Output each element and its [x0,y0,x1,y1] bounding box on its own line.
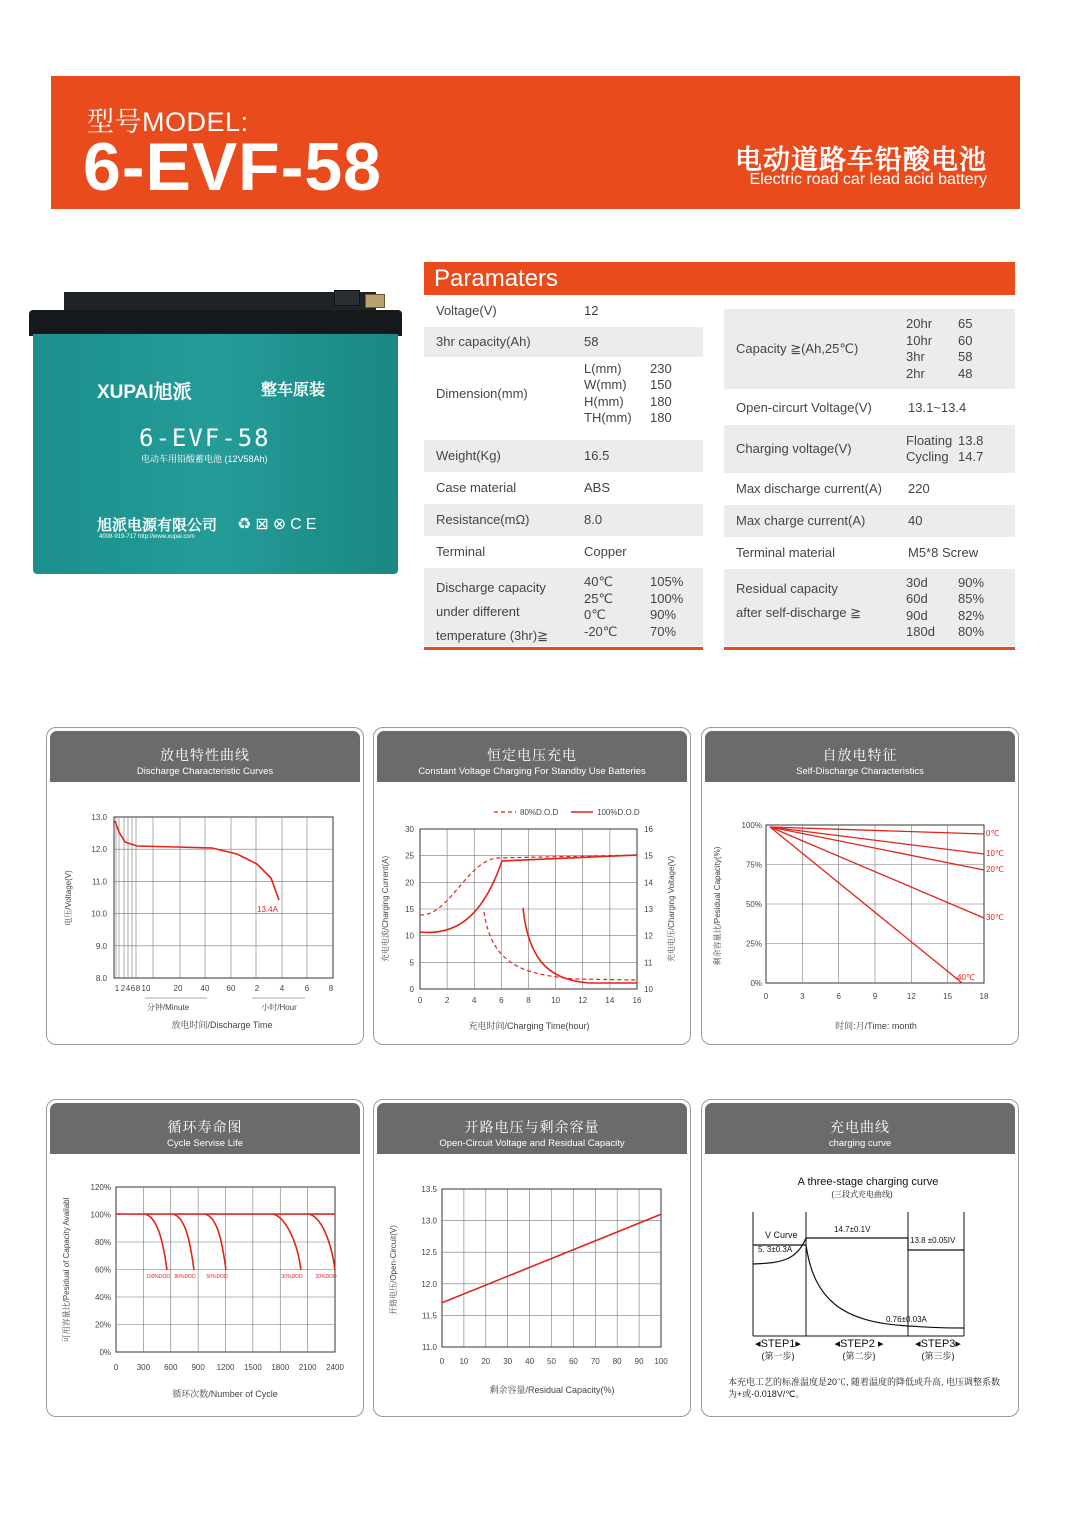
param-label: after self-discharge ≧ [736,605,862,620]
x-group-label: 小时/Hour [261,1003,297,1012]
x-tick-label: 4 [472,996,477,1005]
certification-icons [237,514,320,534]
param-value: Copper [584,544,627,559]
param-sub-key: 3hr [906,349,925,364]
panel-title-en: Discharge Characteristic Curves [136,766,274,777]
x-tick-label: 50 [547,1357,556,1366]
y-tick-label: 60% [94,1265,111,1275]
panel-ocv [373,1099,691,1417]
legend-label: 100%D.O.D [597,808,640,817]
charge-note-text: 本充电工艺的标准温度是20℃, 随着温度的降低或升高, 电压调整系数为+或-0.018V/℃。 [728,1377,1001,1399]
series-label: 20%DOD [315,1274,337,1280]
battery-terminal-positive [365,294,385,308]
battery-subtitle: 电动车用铅酸蓄电池 (12V58Ah) [141,454,268,464]
left-param-row [424,536,703,568]
param-sub-key: 90d [906,607,928,623]
param-value: M5*8 Screw [908,545,979,560]
param-sub-value: 80% [958,624,985,639]
x-tick-label: 2 [254,984,260,993]
model-label: 型号MODEL: [87,107,249,137]
x-axis-label: 充电时间/Charging Time(hour) [468,1021,590,1031]
battery-terminal-negative [334,290,360,306]
x-tick-label: 8 [135,984,141,993]
param-sub-value: 100% [650,590,684,606]
param-sub-key: -20℃ [584,623,618,639]
x-tick-label: 1 [114,984,120,993]
right-param-row [724,309,1015,389]
cv-charge-chart [374,728,692,1046]
x-tick-label: 6 [836,992,841,1001]
param-value: 16.5 [584,448,610,463]
current-curve-80 [484,912,637,980]
panel-title-cn: 循环寿命图 [167,1119,243,1135]
y2-tick-label: 10 [644,985,653,994]
x-tick-label: 30 [503,1357,513,1366]
y-tick-label: 12.0 [421,1279,437,1289]
left-param-row [424,297,703,325]
panel-title-cn: 开路电压与剩余容量 [464,1119,600,1135]
y-axis-label: 充电电流/Charging Current(A) [381,855,390,963]
x-tick-label: 6 [499,996,504,1005]
left-param-row [424,504,703,536]
y-tick-label: 13.0 [421,1216,437,1226]
param-label: Discharge capacity [436,580,546,595]
x-tick-label: 4 [125,984,131,993]
y-tick-label: 8.0 [95,974,107,983]
x-tick-label: 8 [328,984,334,993]
x-tick-label: 2 [444,996,450,1005]
series-label: 30℃ [986,913,1004,922]
x-tick-label: 12 [906,992,916,1001]
y-tick-label: 75% [745,860,762,870]
param-sub-value: 230 [650,360,672,376]
y-tick-label: 15 [405,905,414,914]
bin-icon: ⊠ [255,516,273,533]
series-label: 20℃ [986,865,1004,874]
x-axis-label: 放电时间/Discharge Time [171,1020,273,1030]
param-label: Max charge current(A) [736,513,866,528]
title-en: Electric road car lead acid battery [749,171,987,188]
panel-title-en: Self-Discharge Characteristics [796,766,924,777]
x-tick-label: 10 [459,1357,469,1366]
y-tick-label: 0% [99,1348,111,1357]
y-tick-label: 12.5 [421,1248,437,1258]
x-tick-label: 900 [191,1363,205,1372]
pb-icon: ⊗ [272,516,291,533]
y-tick-label: 13.5 [421,1185,437,1194]
param-value: 13.1~13.4 [908,400,967,415]
table-bottom-line [724,647,1015,650]
x-tick-label: 70 [590,1357,600,1366]
current-curve-100 [523,908,637,983]
param-sub-key: 40℃ [584,574,614,589]
param-label: Charging voltage(V) [736,441,852,456]
left-param-row [424,472,703,504]
panel-title-cn: 放电特性曲线 [160,747,250,763]
param-sub-key: 60d [906,591,928,606]
param-sub-key: H(mm) [584,393,624,409]
series-label: 50%DOD [206,1274,228,1280]
step-label: ◂STEP2 ▸ [834,1338,884,1350]
y-axis-label: 剩余容量比/Pesidual Capacity(%) [713,846,722,966]
x-tick-label: 0 [763,992,769,1001]
x-tick-label: 14 [605,996,615,1005]
param-sub-key: 180d [906,624,935,639]
param-label: Resistance(mΩ) [436,512,530,527]
curve-label: V Curve [765,1230,798,1240]
param-sub-key: Cycling [906,449,949,464]
left-param-row [424,327,703,357]
x-tick-label: 16 [632,996,642,1005]
x-tick-label: 9 [872,992,878,1001]
chart-subtitle: (三段式充电曲线) [831,1190,893,1199]
x-tick-label: 1200 [216,1363,235,1372]
battery-lid [29,310,402,336]
y-tick-label: 12.0 [91,845,107,855]
y-tick-label: 13.0 [91,813,107,822]
chart-title: A three-stage charging curve [797,1176,939,1188]
param-sub-value: 90% [650,607,677,622]
x-tick-label: 3 [800,992,805,1001]
series-label: 80%DOD [174,1274,196,1280]
title-cn: 电动道路车铅酸电池 [735,145,987,175]
x-tick-label: 2 [120,984,126,993]
param-sub-value: 65 [958,316,973,331]
param-value: 220 [908,481,930,496]
y-tick-label: 30 [405,825,414,834]
curve-label: 14.7±0.1V [834,1225,871,1234]
param-label: temperature (3hr)≧ [436,628,549,643]
param-sub-value: 90% [958,574,985,590]
param-label: Case material [436,480,517,495]
cycle-life-chart [47,1100,365,1418]
current-curve [753,1245,964,1328]
parameters-table [424,262,1015,652]
y-axis-label: 开路电压/Open-Circuit(V) [389,1225,398,1315]
panel-title-cn: 恒定电压充电 [487,747,577,763]
param-label: Dimension(mm) [436,385,528,401]
x-tick-label: 6 [130,984,136,993]
y-tick-label: 9.0 [95,941,107,951]
panel-title-en: Cycle Servise Life [166,1138,244,1149]
x-tick-label: 12 [578,996,588,1005]
y2-tick-label: 11 [644,958,653,968]
right-param-row [724,425,1015,473]
param-sub-key: 25℃ [584,590,614,606]
x-axis-label: 时间:月/Time: month [835,1021,917,1031]
y-tick-label: 10 [405,931,414,941]
panel-title-cn: 充电曲线 [830,1119,890,1135]
x-tick-label: 100 [654,1357,668,1366]
series-label: 40℃ [957,973,975,982]
param-sub-key: TH(mm) [584,410,632,425]
param-label: Residual capacity [736,581,838,596]
series-label: 10℃ [986,849,1004,858]
param-value: 58 [584,334,599,349]
y-tick-label: 25 [405,851,414,861]
y2-tick-label: 16 [644,825,653,834]
panel-title-en: Constant Voltage Charging For Standby Use Batteries [418,766,646,777]
x-tick-label: 60 [226,984,236,993]
param-value: ABS [584,480,611,495]
param-sub-key: W(mm) [584,377,627,392]
x-tick-label: 0 [417,996,423,1005]
param-sub-value: 70% [650,623,677,639]
self-discharge-chart [702,728,1020,1046]
y-tick-label: 120% [90,1183,111,1192]
battery-oem: 整车原装 [261,382,326,399]
x-tick-label: 2100 [298,1363,317,1372]
y2-tick-label: 14 [644,878,653,888]
panel-title-en: charging curve [828,1138,892,1149]
x-tick-label: 6 [304,984,310,993]
x-tick-label: 8 [526,996,531,1005]
curve-label: 0.76±0.03A [886,1315,927,1324]
param-sub-value: 14.7 [958,449,984,464]
param-label: Max discharge current(A) [736,481,882,496]
ocv-chart [374,1100,692,1418]
param-sub-value: 13.8 [958,433,984,448]
panel-title-cn: 自放电特征 [822,747,898,763]
y2-axis-label: 充电电压/Charging Voltage(V) [667,855,676,963]
panel-charge-curve [701,1099,1019,1417]
y-axis-label: 可用容量比/Pesidual of Capacity Availabl [62,1197,71,1343]
right-param-row [724,391,1015,425]
recycle-icon: ♻ [237,516,256,533]
panel-title-en: Open-Circuit Voltage and Residual Capacity [439,1138,625,1149]
ce-icon: CE [290,516,321,533]
x-tick-label: 0 [439,1357,445,1366]
param-sub-value: 85% [958,591,985,606]
y-tick-label: 0% [750,979,762,988]
left-param-row [424,568,703,646]
y-tick-label: 100% [90,1210,111,1220]
curve-label: 13.8 ±0.05IV [910,1236,956,1245]
y-tick-label: 20% [94,1320,111,1330]
y-axis-label: 电压/Voltage(V) [64,870,73,926]
param-sub-value: 150 [650,377,672,392]
y-tick-label: 10.0 [91,909,107,919]
y2-tick-label: 12 [644,931,653,941]
param-sub-value: 60 [958,332,973,348]
series-label: 0℃ [986,829,1000,838]
param-label: under different [436,604,520,619]
legend-label: 80%D.O.D [520,808,559,817]
step-label-cn: (第一步) [761,1351,795,1361]
x-tick-label: 40 [200,984,210,993]
param-sub-value: 180 [650,393,672,409]
series-label: 100%DOD [146,1274,170,1280]
x-tick-label: 90 [634,1357,644,1366]
panel-self-discharge [701,727,1019,1045]
curve-annotation: 13.4A [257,905,278,914]
step-label: ◂STEP1▸ [755,1338,801,1350]
x-tick-label: 20 [173,984,183,993]
right-param-row [724,473,1015,505]
charge-curve-chart [702,1100,1020,1418]
y-tick-label: 50% [745,900,762,909]
discharge-chart [47,728,365,1046]
y-tick-label: 40% [94,1293,111,1302]
discharge-curve [115,821,279,900]
y2-tick-label: 13 [644,905,653,914]
x-tick-label: 10 [141,984,151,993]
param-sub-value: 48 [958,365,973,381]
x-tick-label: 4 [279,984,285,993]
x-group-label: 分钟/Minute [146,1003,190,1012]
x-axis-label: 循环次数/Number of Cycle [172,1389,278,1399]
header-banner [51,76,1020,209]
y-tick-label: 20 [405,878,414,888]
table-bottom-line [424,647,703,650]
param-value: 12 [584,303,599,318]
y-tick-label: 11.5 [422,1311,437,1321]
param-label: Capacity ≧(Ah,25℃) [736,341,859,356]
x-axis-label: 剩余容量/Residual Capacity(%) [489,1385,615,1395]
step-label-cn: (第二步) [842,1351,876,1361]
param-sub-key: 10hr [906,332,933,348]
battery-image [29,290,402,576]
y-tick-label: 25% [745,939,762,949]
y2-tick-label: 15 [644,851,653,861]
x-tick-label: 300 [136,1363,151,1372]
right-param-row [724,505,1015,537]
param-sub-key: Floating [906,433,953,448]
param-sub-key: 20hr [906,316,933,331]
x-tick-label: 20 [481,1357,491,1366]
panel-cycle-life [46,1099,364,1417]
plot-frame [114,817,333,978]
battery-model: 6-EVF-58 [139,424,271,452]
curve-label: 5. 3±0.3A [758,1245,793,1254]
y-tick-label: 0 [409,985,414,994]
model-code: 6-EVF-58 [83,129,382,205]
panel-cv-charge [373,727,691,1045]
y-tick-label: 11.0 [422,1343,437,1352]
parameters-title: Paramaters [424,262,1015,295]
battery-contact: 4008-919-717 http://www.xupai.com [99,534,195,540]
param-sub-value: 58 [958,349,973,364]
param-sub-value: 105% [650,574,684,589]
param-value: 40 [908,513,923,528]
y-tick-label: 80% [94,1238,111,1247]
left-param-row [424,440,703,472]
param-sub-key: L(mm) [584,360,622,376]
battery-brand: XUPAI旭派 [97,382,192,403]
param-label: Open-circurt Voltage(V) [736,400,872,415]
x-tick-label: 1800 [271,1363,290,1372]
x-tick-label: 10 [551,996,561,1005]
param-label: Voltage(V) [436,303,497,318]
param-sub-key: 30d [906,574,928,590]
x-tick-label: 2400 [326,1363,344,1372]
param-sub-value: 180 [650,410,672,425]
charge-note [728,1376,1003,1406]
param-value: 8.0 [584,512,603,527]
x-tick-label: 40 [525,1357,535,1366]
x-tick-label: 600 [164,1363,178,1372]
x-tick-label: 1500 [243,1363,262,1372]
param-label: Weight(Kg) [436,448,501,463]
self-discharge-line [770,827,962,983]
x-tick-label: 80 [612,1357,622,1366]
y-tick-label: 11.0 [92,877,107,887]
x-tick-label: 0 [113,1363,119,1372]
x-tick-label: 18 [979,992,989,1001]
x-tick-label: 60 [568,1357,578,1366]
param-sub-key: 0℃ [584,607,606,622]
param-label: Terminal [436,544,486,559]
battery-company: 旭派电源有限公司 [97,517,218,534]
x-tick-label: 15 [943,992,953,1001]
param-label: 3hr capacity(Ah) [436,334,531,349]
left-param-row [424,359,703,428]
step-label: ◂STEP3▸ [915,1338,961,1350]
panel-discharge [46,727,364,1045]
y-tick-label: 5 [409,958,414,968]
step-label-cn: (第三步) [921,1351,955,1361]
right-param-row [724,569,1015,646]
param-sub-value: 82% [958,607,985,623]
y-tick-label: 100% [741,821,762,830]
series-label: 30%DOD [281,1274,303,1280]
param-label: Terminal material [736,545,835,560]
param-sub-key: 2hr [906,365,925,381]
right-param-row [724,537,1015,569]
